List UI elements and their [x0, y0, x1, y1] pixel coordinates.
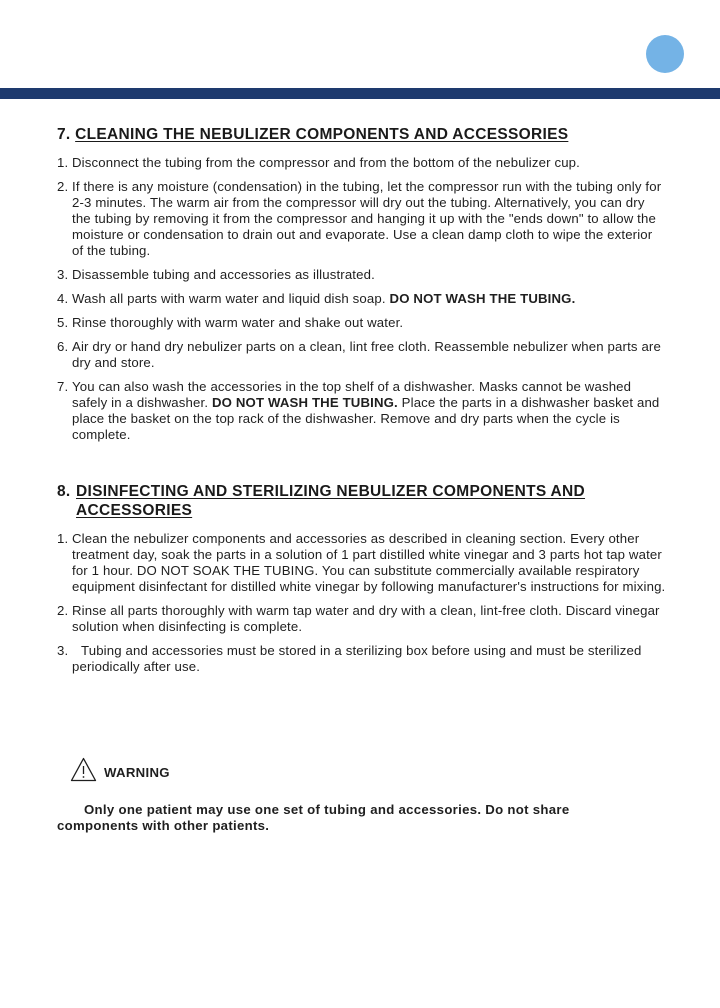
section-7-title: CLEANING THE NEBULIZER COMPONENTS AND ACCESSORIES — [75, 126, 569, 143]
item-number: 7. — [57, 379, 69, 394]
item-text: Place the parts in a dishwasher basket and place the basket on the top rack of the dishwasher. Remove and dry parts when the cycle is complete. — [72, 395, 660, 442]
list-item — [57, 291, 667, 307]
item-number: 2. — [57, 179, 69, 194]
list-item — [57, 267, 667, 283]
page-circle-marker — [646, 35, 684, 73]
list-item — [57, 315, 667, 331]
warning-label — [70, 757, 170, 782]
item-text: If there is any moisture (condensation) in the tubing, let the compressor run with the tubing only for 2-3 minutes. The warm air from the compressor will dry out the tubing. Alternatively, you can dry the tubing by removing it from the compressor and hanging it up with the "ends down" to allow the moisture or condensation to drain out and evaporate. Use a clean damp cloth to wipe the exterior of the tubing. — [72, 179, 662, 258]
item-text: Wash all parts with warm water and liquid dish soap. — [72, 291, 386, 306]
item-text: Tubing and accessories must be stored in a sterilizing box before using and must be sterilized periodically after use. — [72, 643, 642, 674]
item-text: Clean the nebulizer components and accessories as described in cleaning section. Every other treatment day, soak the parts in a solution of 1 part distilled white vinegar and 3 parts hot tap water for 1 hour. DO NOT SOAK THE TUBING. You can substitute commercially available respiratory equipment disinfectant for distilled white vinegar by following manufacturer's instructions for mixing. — [72, 531, 666, 594]
disinfecting-steps — [57, 531, 667, 675]
item-text: You can also wash the accessories in the top shelf of a dishwasher. Masks cannot be washed safely in a dishwasher. — [72, 379, 632, 410]
section-7-number: 7. — [57, 126, 71, 143]
item-emphasis: DO NOT WASH THE TUBING. — [211, 395, 398, 410]
item-text: Disconnect the tubing from the compressor and from the bottom of the nebulizer cup. — [72, 155, 580, 170]
warning-triangle-icon — [70, 757, 97, 782]
item-text: Disassemble tubing and accessories as illustrated. — [72, 267, 375, 282]
item-number: 1. — [57, 155, 69, 170]
manual-content — [57, 125, 667, 683]
list-item — [57, 379, 667, 443]
item-emphasis: DO NOT WASH THE TUBING. — [389, 291, 576, 306]
header-band — [0, 88, 720, 99]
item-number: 5. — [57, 315, 69, 330]
section-8-heading — [57, 482, 667, 520]
list-item — [57, 155, 667, 171]
item-number: 6. — [57, 339, 69, 354]
item-text: Rinse all parts thoroughly with warm tap water and dry with a clean, lint-free cloth. Discard vinegar solution when disinfecting is complete. — [72, 603, 660, 634]
warning-text: Only one patient may use one set of tubing and accessories. Do not share components with other patients. — [57, 802, 570, 834]
item-number: 4. — [57, 291, 69, 306]
list-item — [57, 603, 667, 635]
list-item — [57, 531, 667, 595]
section-disinfecting — [57, 482, 667, 675]
item-text: Rinse thoroughly with warm water and shake out water. — [72, 315, 404, 330]
warning-heading: WARNING — [104, 765, 170, 780]
section-8-title: DISINFECTING AND STERILIZING NEBULIZER COMPONENTS AND ACCESSORIES — [76, 483, 586, 519]
item-number: 3. — [57, 643, 69, 658]
section-7-heading — [57, 125, 667, 144]
item-text: Air dry or hand dry nebulizer parts on a clean, lint free cloth. Reassemble nebulizer when parts are dry and store. — [72, 339, 661, 370]
list-item — [57, 339, 667, 371]
section-8-number: 8. — [57, 483, 71, 500]
item-number: 2. — [57, 603, 69, 618]
section-cleaning — [57, 125, 667, 443]
list-item — [57, 179, 667, 259]
cleaning-steps — [57, 155, 667, 443]
item-number: 3. — [57, 267, 69, 282]
list-item — [57, 643, 667, 675]
item-number: 1. — [57, 531, 69, 546]
